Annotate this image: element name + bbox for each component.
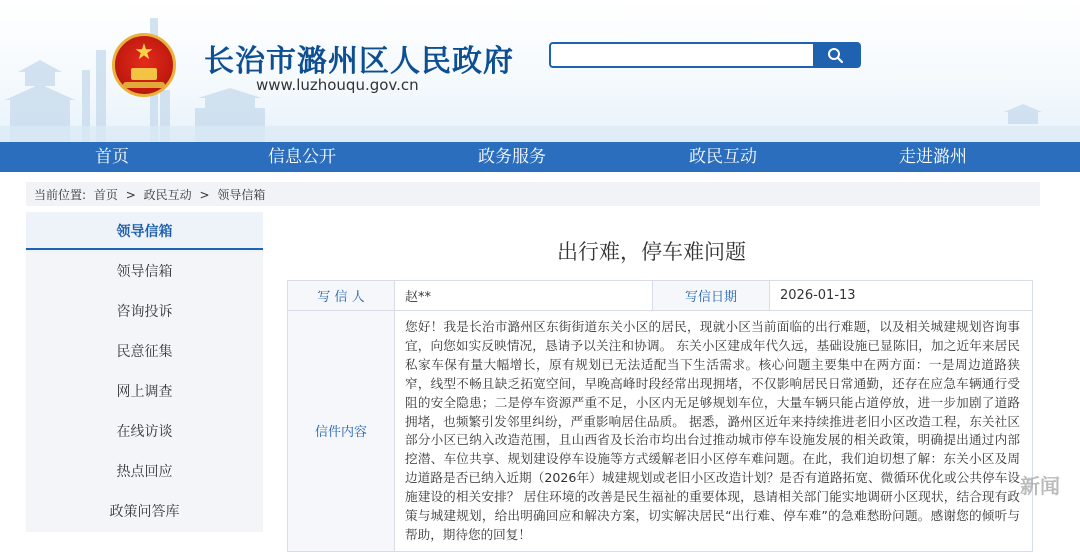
breadcrumb-link-interaction[interactable]: 政民互动 — [143, 188, 192, 202]
breadcrumb-link-home[interactable]: 首页 — [93, 188, 118, 202]
sidebar-heading-label: 领导信箱 — [116, 224, 173, 240]
nav-item-about-luzhou[interactable]: 走进潞州 — [899, 147, 967, 167]
letter-title: 出行难，停车难问题 — [557, 240, 746, 264]
writer-label: 写 信 人 — [288, 281, 395, 311]
search-button[interactable] — [813, 44, 859, 66]
nav-item-interaction[interactable]: 政民互动 — [689, 147, 757, 167]
date-value: 2026-01-13 — [770, 281, 1033, 311]
breadcrumb — [26, 182, 1040, 206]
sidebar-item-online-interview[interactable]: 在线访谈 — [116, 424, 173, 440]
breadcrumb-prefix: 当前位置: — [34, 188, 87, 202]
main-nav — [0, 142, 1080, 172]
search-icon — [827, 47, 844, 64]
sidebar-item-policy-qa[interactable]: 政策问答库 — [109, 504, 180, 520]
sidebar-heading[interactable] — [26, 212, 263, 252]
letter-content: 您好！我是长治市潞州区东街街道东关小区的居民，现就小区当前面临的出行难题，以及相关城建规划咨询事宜，向您如实反映情况，恳请予以关注和协调。 东关小区建成年代久远，基础设施已显陈旧，加之近年来居民私家车保有量大幅增长，原有规划已无法适配当下生活需求。核心问题主要集中在两方面：一是周边道路狭窄，线型不畅且缺乏拓宽空间，早晚高峰时段经常出现拥堵，不仅影响居民日常通勤，还存在应急车辆通行受阻的安全隐患；二是停车资源严重不足，小区内无足够规划车位，大量车辆只能占道停放，进一步加剧了道路拥堵，也频繁引发邻里纠纷，严重影响居住品质。 据悉，潞州区近年来持续推进老旧小区改造工程，东关社区部分小区已纳入改造范围，且山西省及长治市均出台过推动城市停车设施发展的相关政策，明确提出通过内部挖潜、车位共享、规划建设停车设施等方式缓解老旧小区停车难问题。在此，我们迫切想了解：东关小区及周边道路是否已纳入近期（2026年）城建规划或老旧小区改造计划？是否有道路拓宽、微循环优化或公共停车设施建设的相关安排？ 居住环境的改善是民生福祉的重要体现，恳请相关部门能实地调研小区现状，结合现有政策与城建规划，给出明确回应和解决方案，切实解决居民“出行难、停车难”的急难愁盼问题。感谢您的倾听与帮助，期待您的回复！ — [395, 311, 1033, 552]
sidebar — [26, 212, 263, 532]
letter-table — [287, 280, 1033, 552]
nav-item-home[interactable]: 首页 — [95, 147, 129, 167]
site-header — [0, 0, 1080, 142]
source-watermark — [930, 470, 1060, 510]
search-box — [549, 42, 861, 68]
watermark-text: 新闻 — [1020, 474, 1060, 498]
site-title[interactable]: 长治市潞州区人民政府 — [204, 44, 514, 79]
sidebar-item-hot-responses[interactable]: 热点回应 — [116, 464, 173, 480]
main-content — [263, 212, 1040, 542]
content-label: 信件内容 — [288, 311, 395, 552]
sidebar-item-opinion-collection[interactable]: 民意征集 — [116, 344, 173, 360]
breadcrumb-link-mailbox[interactable]: 领导信箱 — [217, 188, 266, 202]
nav-item-info-disclosure[interactable]: 信息公开 — [268, 147, 336, 167]
sidebar-item-online-survey[interactable]: 网上调查 — [116, 384, 173, 400]
sidebar-item-leader-mailbox[interactable]: 领导信箱 — [116, 264, 173, 280]
nav-item-gov-services[interactable]: 政务服务 — [478, 147, 546, 167]
search-input[interactable] — [551, 44, 813, 66]
site-url: www.luzhouqu.gov.cn — [256, 76, 419, 94]
sidebar-heading-underline — [26, 248, 263, 250]
sidebar-item-consult-complaint[interactable]: 咨询投诉 — [116, 304, 173, 320]
breadcrumb-separator: > — [199, 188, 210, 202]
date-label: 写信日期 — [653, 281, 770, 311]
national-emblem-logo: ★ — [112, 33, 176, 97]
breadcrumb-separator: > — [125, 188, 136, 202]
writer-value: 赵** — [395, 281, 653, 311]
